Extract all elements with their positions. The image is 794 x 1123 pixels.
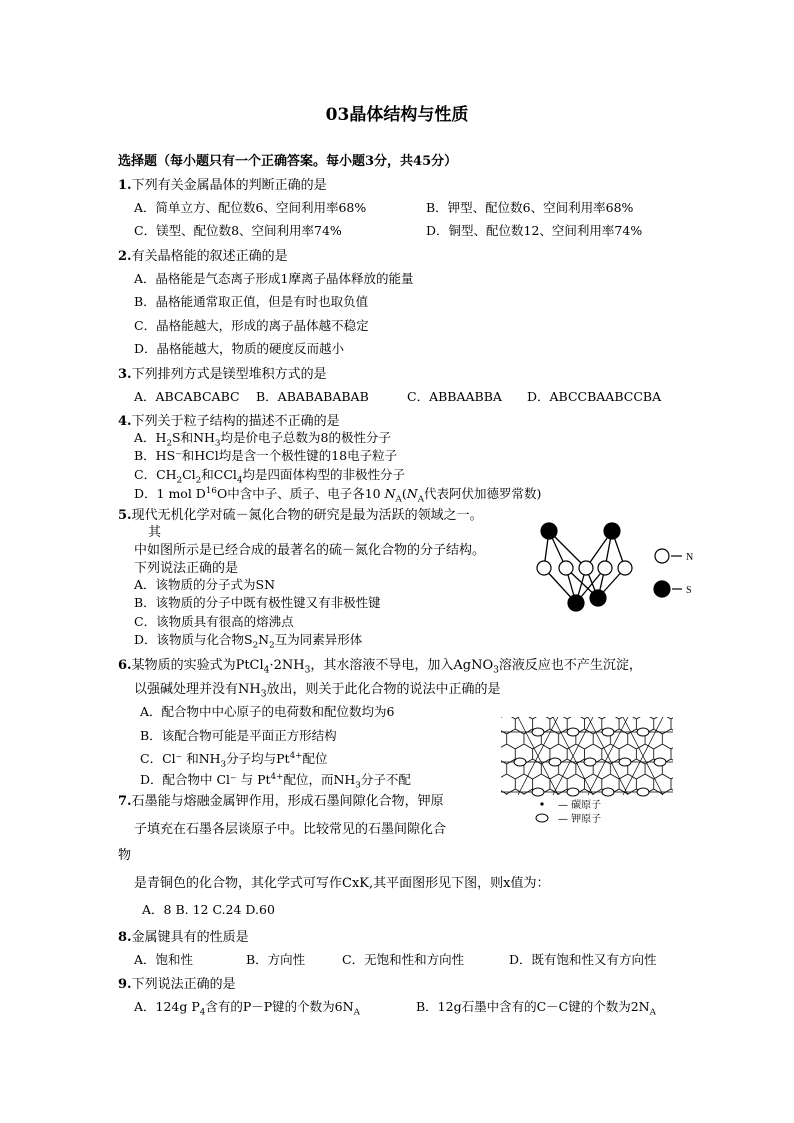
k-atom xyxy=(602,788,614,796)
legend-carbon-symbol xyxy=(540,802,543,805)
q1-option-c: C．镁型、配位数8、空间利用率74% xyxy=(134,223,342,238)
legend-potassium-label: — 钾原子 xyxy=(558,814,602,825)
q7-options: A．8 B. 12 C.24 D.60 xyxy=(142,902,275,917)
k-atom xyxy=(567,788,579,796)
q8-option-d: D．既有饱和性又有方向性 xyxy=(509,952,657,967)
k-atom xyxy=(584,758,596,766)
section-heading: 选择题（每小题只有一个正确答案。每小题3分，共45分） xyxy=(118,154,458,169)
question-5-stem-3: 中如图所示是已经合成的最著名的硫－氮化合物的分子结构。 xyxy=(134,543,486,558)
s-atom xyxy=(541,523,557,539)
s-atom xyxy=(568,595,584,611)
question-5-stem-2: 其 xyxy=(148,525,162,540)
question-7-stem: 7.石墨能与熔融金属钾作用，形成石墨间隙化合物，钾原 xyxy=(118,794,444,809)
k-atom xyxy=(602,728,614,736)
question-4-stem: 4.下列关于粒子结构的描述不正确的是 xyxy=(118,414,340,429)
legend-s-label: S xyxy=(686,585,692,596)
q2-option-c: C．晶格能越大，形成的离子晶体越不稳定 xyxy=(134,318,369,333)
q8-option-a: A．饱和性 xyxy=(134,952,194,967)
q5-option-a: A．该物质的分子式为SN xyxy=(134,577,276,592)
q5-option-d: D．该物质与化合物$S_2N_2$互为同素异形体 xyxy=(134,632,363,651)
page-title: 03晶体结构与性质 xyxy=(325,105,469,125)
n-atom xyxy=(559,561,573,575)
question-1-stem: 1.下列有关金属晶体的判断正确的是 xyxy=(118,178,327,193)
question-5-stem: 5.现代无机化学对硫－氮化合物的研究是最为活跃的领域之一。 xyxy=(118,508,483,523)
q3-option-c: C．ABBAABBA xyxy=(407,389,502,404)
k-atom xyxy=(532,788,544,796)
k-atom xyxy=(637,788,649,796)
question-8-stem: 8.金属键具有的性质是 xyxy=(118,930,249,945)
q2-option-a: A．晶格能是气态离子形成1摩离子晶体释放的能量 xyxy=(134,271,414,286)
graphite-potassium-lattice-diagram xyxy=(498,714,678,826)
q1-option-a: A．简单立方、配位数6、空间利用率68% xyxy=(134,200,367,215)
n-atom xyxy=(598,561,612,575)
question-7-stem-2: 子填充在石墨各层谈原子中。比较常见的石墨间隙化合 xyxy=(134,822,447,837)
k-atom xyxy=(654,758,666,766)
question-7-stem-4: 是青铜色的化合物，其化学式可写作CxK,其平面图形见下图，则x值为： xyxy=(134,876,550,891)
question-5-stem-4: 下列说法正确的是 xyxy=(134,561,239,576)
q1-option-b: B．钾型、配位数6、空间利用率68% xyxy=(426,200,634,215)
n-atom xyxy=(579,561,593,575)
q2-option-b: B．晶格能通常取正值，但是有时也取负值 xyxy=(134,294,369,309)
q8-option-b: B．方向性 xyxy=(246,952,306,967)
k-atom xyxy=(549,758,561,766)
question-9-stem: 9.下列说法正确的是 xyxy=(118,977,236,992)
sulfur-nitride-molecule-diagram xyxy=(530,518,710,618)
q4-option-d: D．1 mol $D^{16}O$中含中子、质子、电子各10 $N_A(N_A$代表阿伏加德罗常数) xyxy=(134,485,542,505)
legend-n-symbol xyxy=(655,549,669,563)
q9-option-a: A．124g $P_4$含有的P－P键的个数为$6N_A$ xyxy=(134,999,360,1018)
question-3-stem: 3.下列排列方式是镁型堆积方式的是 xyxy=(118,367,327,382)
legend-s-symbol xyxy=(654,581,670,597)
question-6-stem-2: 以强碱处理并没有$NH_3$放出，则关于此化合物的说法中正确的是 xyxy=(134,682,501,700)
q3-option-a: A．ABCABCABC xyxy=(134,389,240,404)
k-atom xyxy=(514,758,526,766)
n-atom xyxy=(537,561,551,575)
question-2-stem: 2.有关晶格能的叙述正确的是 xyxy=(118,249,288,264)
q2-option-d: D．晶格能越大，物质的硬度反而越小 xyxy=(134,341,345,356)
n-atom xyxy=(618,561,632,575)
k-atom xyxy=(619,758,631,766)
k-atom xyxy=(637,728,649,736)
q4-option-b: B．HS⁻和HCl均是含一个极性键的18电子粒子 xyxy=(134,448,398,463)
q6-option-c: C．Cl⁻ 和$NH_3$分子均与$Pt^{4+}$配位 xyxy=(140,750,328,770)
q9-option-b: B．12g石墨中含有的C－C键的个数为$2N_A$ xyxy=(416,999,656,1018)
legend-n-label: N xyxy=(686,552,694,563)
q8-option-c: C．无饱和性和方向性 xyxy=(342,952,465,967)
question-6-stem: 6.某物质的实验式为$PtCl_4\cdot 2NH_3$，其水溶液不导电，加入AgNO$_3$溶液反应也不产生沉淀， xyxy=(118,658,642,676)
q5-option-c: C．该物质具有很高的熔沸点 xyxy=(134,614,294,629)
s-atom xyxy=(604,523,620,539)
k-atom xyxy=(532,728,544,736)
q3-option-b: B．ABABABABAB xyxy=(256,389,369,404)
q4-option-a: A．$H_2S$和$NH_3$均是价电子总数为8的极性分子 xyxy=(134,430,391,449)
q6-option-a: A．配合物中中心原子的电荷数和配位数均为6 xyxy=(140,704,395,719)
legend-carbon-label: — 碳原子 xyxy=(558,800,602,811)
q5-option-b: B．该物质的分子中既有极性键又有非极性键 xyxy=(134,595,381,610)
q4-option-c: C．$CH_2Cl_2$和CCl$_4$均是四面体构型的非极性分子 xyxy=(134,467,405,486)
question-7-stem-3: 物 xyxy=(118,848,132,863)
q6-option-b: B．该配合物可能是平面正方形结构 xyxy=(140,728,337,743)
q6-option-d: D．配合物中 Cl⁻ 与 $Pt^{4+}$配位，而$NH_3$分子不配 xyxy=(140,771,411,791)
q1-option-d: D．铜型、配位数12、空间利用率74% xyxy=(426,223,643,238)
k-atom xyxy=(567,728,579,736)
s-atom xyxy=(590,590,606,606)
legend-potassium-symbol xyxy=(536,814,548,822)
q3-option-d: D．ABCCBAABCCBA xyxy=(527,389,662,404)
